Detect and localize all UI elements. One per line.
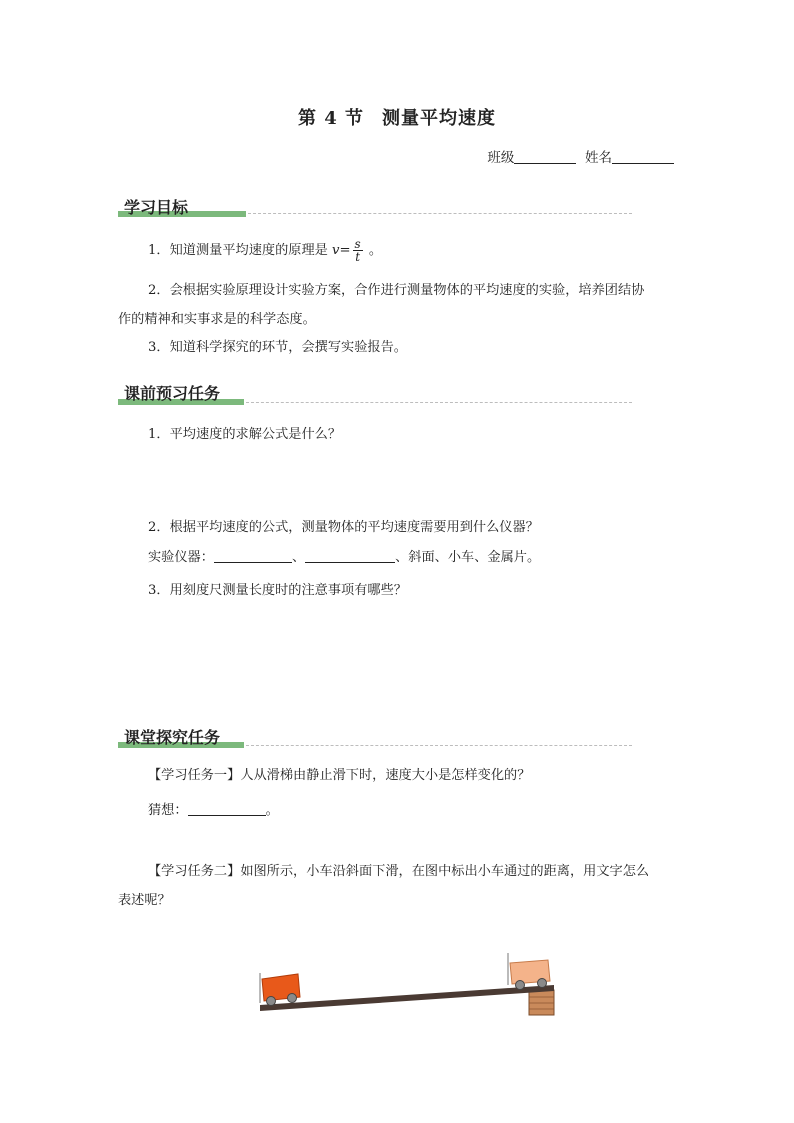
instruments-label: 实验仪器： <box>148 550 214 565</box>
cart-bottom <box>260 973 300 1006</box>
objective-item-2-line1: 2．会根据实验原理设计实验方案，合作进行测量物体的平均速度的实验，培养团结协 <box>148 283 645 298</box>
preview-question-2: 2．根据平均速度的公式，测量物体的平均速度需要用到什么仪器？ <box>148 520 539 535</box>
instruments-line: 实验仪器： 、 、斜面、小车、金属片。 <box>148 550 541 565</box>
wheel-icon <box>288 994 297 1003</box>
section-heading-preview: 课前预习任务 <box>124 384 221 403</box>
task-2-line1: 【学习任务二】如图所示，小车沿斜面下滑，在图中标出小车通过的距离，用文字怎么 <box>148 864 650 879</box>
incline-figure <box>250 945 560 1020</box>
objective-item-1: 1．知道测量平均速度的原理是 v= $\frac{s}{t}$ 。 <box>148 237 383 264</box>
class-name-line <box>487 146 674 166</box>
task-1-text: 人从滑梯由静止滑下时，速度大小是怎样变化的？ <box>240 768 531 783</box>
instrument-blank-1[interactable] <box>214 548 292 563</box>
support-block <box>529 990 554 1015</box>
task-2-label: 【学习任务二】 <box>148 864 241 879</box>
task-2-line2: 表述呢？ <box>118 893 171 908</box>
section-heading-explore: 课堂探究任务 <box>124 728 221 747</box>
instrument-blank-2[interactable] <box>305 548 395 563</box>
name-blank[interactable] <box>612 149 674 164</box>
section-divider <box>246 745 632 746</box>
guess-label: 猜想： <box>148 803 188 818</box>
wheel-icon <box>538 979 547 988</box>
formula-fraction: $\frac{s}{t}$ <box>354 237 361 264</box>
preview-question-1: 1．平均速度的求解公式是什么？ <box>148 427 342 442</box>
title-main: 测量平均速度 <box>382 108 497 129</box>
preview-question-3: 3．用刻度尺测量长度时的注意事项有哪些？ <box>148 583 407 598</box>
title-section: 第 4 节 <box>297 108 365 129</box>
name-label: 姓名 <box>585 150 612 166</box>
formula-eq: = <box>339 243 351 258</box>
formula-v: v <box>332 243 340 258</box>
objective-item-2-line2: 作的精神和实事求是的科学态度。 <box>118 312 316 327</box>
guess-line: 猜想： 。 <box>148 803 279 818</box>
task-1-label: 【学习任务一】 <box>148 768 241 783</box>
guess-blank[interactable] <box>188 801 266 816</box>
class-label: 班级 <box>487 150 515 166</box>
page-title <box>0 104 794 130</box>
wheel-icon <box>516 981 525 990</box>
objective-item-3: 3．知道科学探究的环节，会撰写实验报告。 <box>148 340 407 355</box>
class-blank[interactable] <box>514 149 576 164</box>
incline-board <box>260 985 554 1011</box>
task-1 <box>148 766 530 786</box>
cart-top <box>508 953 550 990</box>
section-heading-objectives: 学习目标 <box>124 198 189 217</box>
section-divider <box>246 402 632 403</box>
section-divider <box>248 213 632 214</box>
wheel-icon <box>267 997 276 1006</box>
